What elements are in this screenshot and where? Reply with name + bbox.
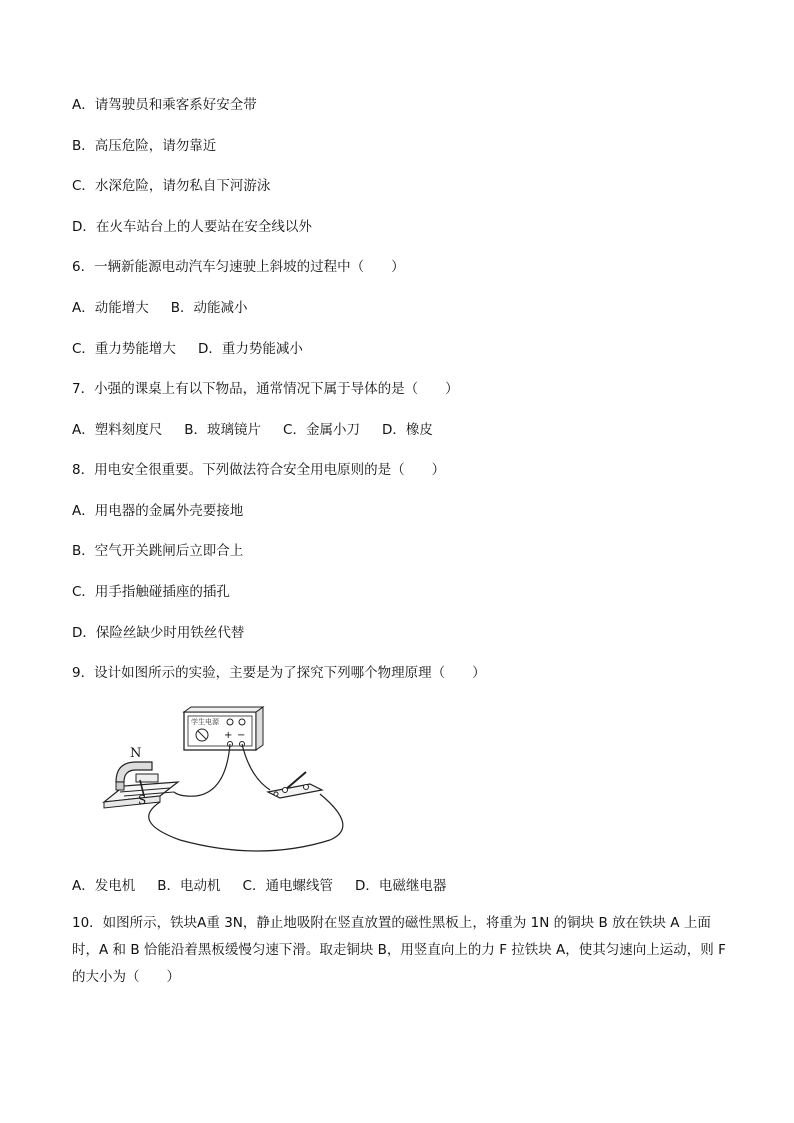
supply-knob-icon xyxy=(227,719,233,725)
question-6-stem: 6．一辆新能源电动汽车匀速驶上斜坡的过程中（ ） xyxy=(72,259,405,275)
option-8c: C．用手指触碰插座的插孔 xyxy=(72,584,230,600)
experiment-diagram xyxy=(100,702,360,862)
option-7d: D．橡皮 xyxy=(381,422,433,438)
option-8a: A．用电器的金属外壳要接地 xyxy=(72,503,244,519)
option-6a: A．动能增大 xyxy=(72,300,149,316)
option-8d: D．保险丝缺少时用铁丝代替 xyxy=(72,625,245,641)
option-6b: B．动能减小 xyxy=(170,300,248,316)
supply-indicator-icon xyxy=(239,719,245,725)
magnet-s-label: S xyxy=(138,793,147,807)
question-10-stem: 10．如图所示，铁块A重 3N，静止地吸附在竖直放置的磁性黑板上，将重为 1N 的铜块 B 放在铁块 A 上面时，A 和 B 恰能沿着黑板缓慢匀速下滑。取走铜块 B，用竖直向上的力 F 拉铁块 A，使其匀速向上运动，则 F 的大小为（ ） xyxy=(72,915,726,985)
power-supply-label: 学生电源 xyxy=(191,718,219,726)
question-9-options xyxy=(72,876,446,896)
option-9b: B．电动机 xyxy=(157,878,221,894)
option-5c: C．水深危险，请勿私自下河游泳 xyxy=(72,178,271,194)
option-7a: A．塑料刻度尺 xyxy=(72,422,163,438)
question-6-options-row1 xyxy=(72,298,248,318)
question-9-stem: 9．设计如图所示的实验，主要是为了探究下列哪个物理原理（ ） xyxy=(72,665,486,681)
option-7c: C．金属小刀 xyxy=(283,422,360,438)
supply-minus-label: − xyxy=(237,730,246,741)
option-8b: B．空气开关跳闸后立即合上 xyxy=(72,543,244,559)
option-5b: B．高压危险，请勿靠近 xyxy=(72,138,217,154)
option-9a: A．发电机 xyxy=(72,878,136,894)
option-6d: D．重力势能减小 xyxy=(197,341,303,357)
option-5a: A．请驾驶员和乘客系好安全带 xyxy=(72,97,257,113)
question-7-stem: 7．小强的课桌上有以下物品，通常情况下属于导体的是（ ） xyxy=(72,381,459,397)
switch xyxy=(268,772,322,798)
question-8-stem: 8．用电安全很重要。下列做法符合安全用电原则的是（ ） xyxy=(72,462,446,478)
wires xyxy=(149,744,343,851)
magnet-apparatus xyxy=(104,746,178,808)
question-6-options-row2 xyxy=(72,339,303,359)
option-9d: D．电磁继电器 xyxy=(354,878,447,894)
magnet-n-label: N xyxy=(130,746,142,761)
question-7-options xyxy=(72,420,433,440)
option-5d: D．在火车站台上的人要站在安全线以外 xyxy=(72,219,312,235)
power-supply xyxy=(184,707,263,750)
supply-plus-label: + xyxy=(224,730,233,741)
option-9c: C．通电螺线管 xyxy=(242,878,333,894)
option-6c: C．重力势能增大 xyxy=(72,341,176,357)
option-7b: B．玻璃镜片 xyxy=(184,422,262,438)
